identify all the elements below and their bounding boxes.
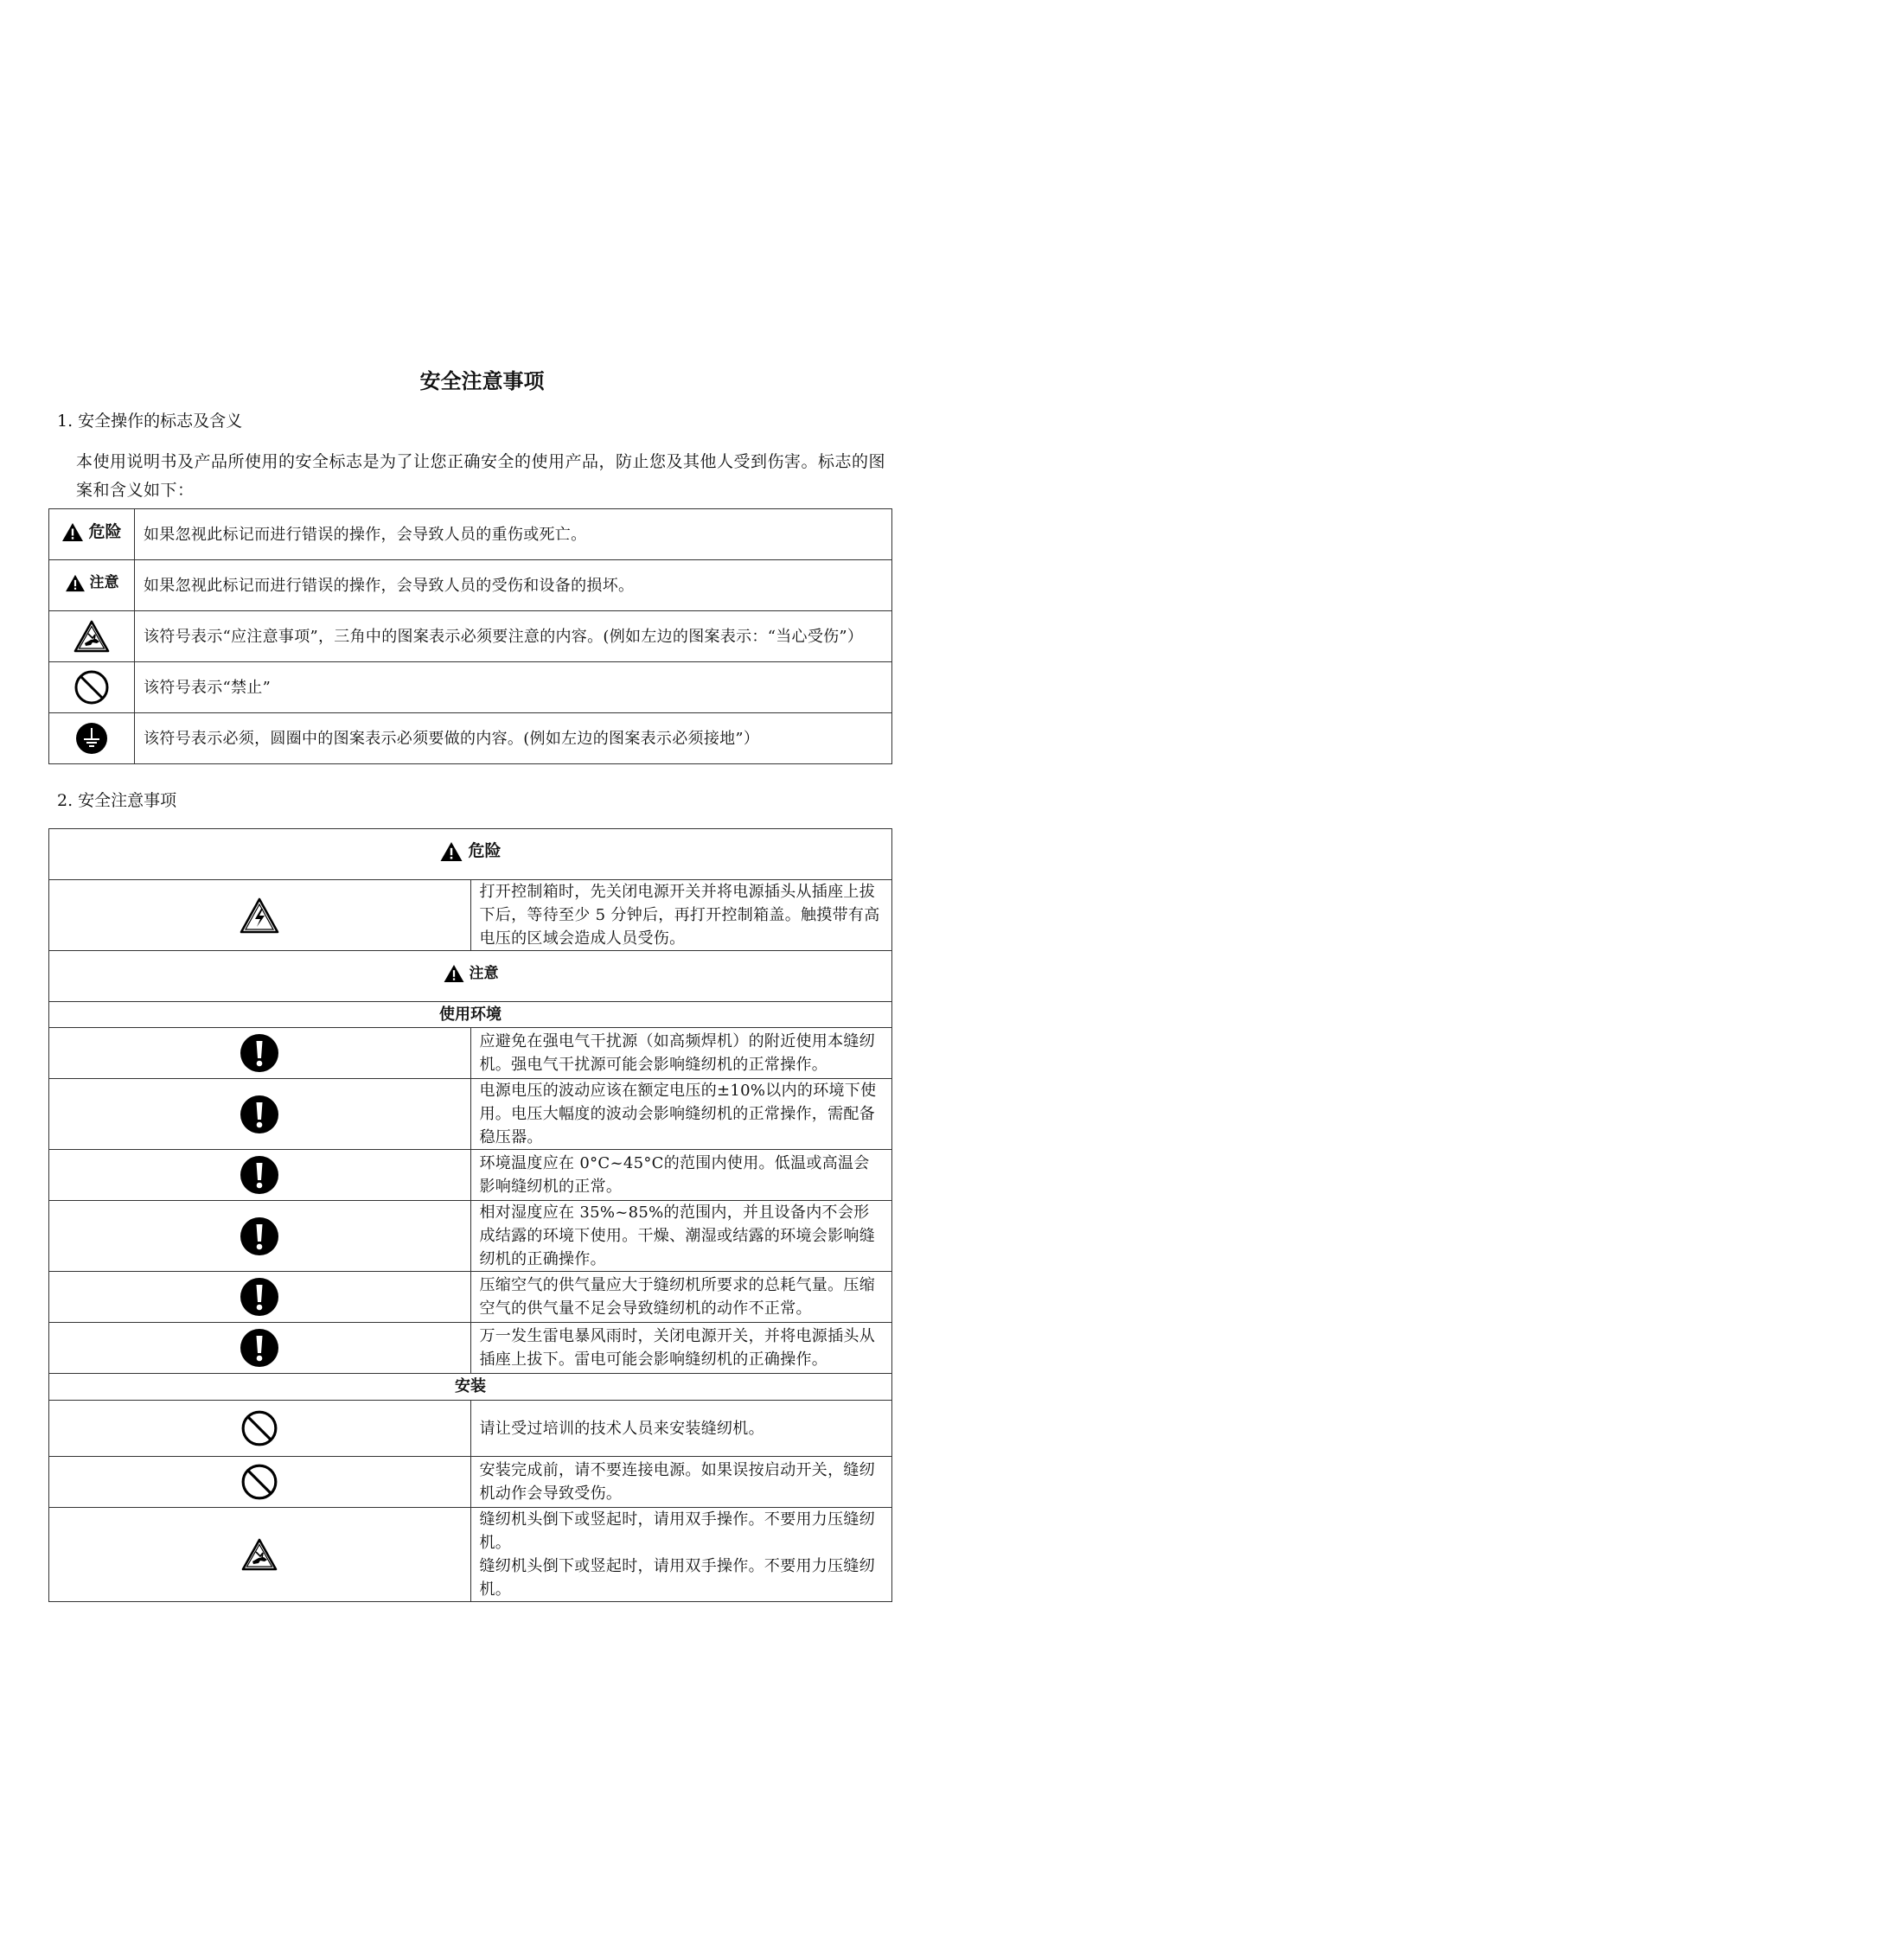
install-row (49, 1457, 892, 1508)
install-row (49, 1401, 892, 1457)
install-row-text: 请让受过培训的技术人员来安装缝纫机。 (470, 1401, 892, 1457)
environment-row-text: 压缩空气的供气量应大于缝纫机所要求的总耗气量。压缩空气的供气量不足会导致缝纫机的动作不正常。 (470, 1272, 892, 1323)
page-title: 安全注意事项 (419, 368, 545, 393)
section-1-heading: 1. 安全操作的标志及含义 (57, 412, 243, 431)
danger-banner-row (49, 829, 892, 880)
environment-row-text: 电源电压的波动应该在额定电压的±10%以内的环境下使用。电压大幅度的波动会影响缝纫机的正常操作，需配备稳压器。 (470, 1079, 892, 1150)
caution-label-text: 注意 (89, 574, 119, 591)
danger-banner (439, 840, 501, 863)
install-heading-row (49, 1374, 892, 1401)
section-2-heading: 2. 安全注意事项 (57, 791, 177, 810)
environment-row (49, 1323, 892, 1374)
hand-injury-triangle-icon (73, 620, 110, 653)
caution-banner-text: 注意 (469, 964, 499, 982)
environment-row (49, 1201, 892, 1272)
mandatory-exclamation-icon (240, 1095, 279, 1134)
mandatory-exclamation-icon (240, 1216, 279, 1256)
mandatory-exclamation-icon (240, 1033, 279, 1073)
danger-banner-text: 危险 (468, 841, 502, 861)
mandatory-exclamation-icon (240, 1328, 279, 1368)
caution-label (65, 571, 119, 595)
environment-heading: 使用环境 (49, 1002, 892, 1028)
environment-heading-row (49, 1002, 892, 1028)
ground-circle-icon (75, 722, 108, 755)
symbol-meaning-table (48, 508, 892, 764)
environment-row-text: 应避免在强电气干扰源（如高频焊机）的附近使用本缝纫机。强电气干扰源可能会影响缝纫机的正常操作。 (470, 1028, 892, 1079)
danger-row (49, 880, 892, 951)
symbol-row-text: 该符号表示“应注意事项”，三角中的图案表示必须要注意的内容。(例如左边的图案表示：“当心受伤”） (135, 611, 892, 662)
install-row-text: 安装完成前，请不要连接电源。如果误按启动开关，缝纫机动作会导致受伤。 (470, 1457, 892, 1508)
symbol-row-text: 如果忽视此标记而进行错误的操作，会导致人员的受伤和设备的损坏。 (135, 560, 892, 611)
hand-injury-triangle-icon (241, 1538, 278, 1571)
symbol-row-text: 该符号表示“禁止” (135, 662, 892, 713)
environment-row-text: 环境温度应在 0°C~45°C的范围内使用。低温或高温会影响缝纫机的正常。 (470, 1150, 892, 1201)
mandatory-exclamation-icon (240, 1155, 279, 1195)
symbol-row-prohibit (49, 662, 892, 713)
safety-precautions-table (48, 828, 892, 1602)
environment-row-text: 万一发生雷电暴风雨时，关闭电源开关，并将电源插头从插座上拔下。雷电可能会影响缝纫机的正确操作。 (470, 1323, 892, 1374)
symbol-row-danger (49, 509, 892, 560)
environment-row (49, 1079, 892, 1150)
symbol-row-mandatory (49, 713, 892, 764)
install-row-text-line: 缝纫机头倒下或竖起时，请用双手操作。不要用力压缝纫机。 (479, 1557, 875, 1599)
install-row (49, 1508, 892, 1602)
high-voltage-icon (240, 897, 279, 934)
warning-triangle-icon (439, 841, 463, 862)
symbol-row-caution (49, 560, 892, 611)
environment-row-text: 相对湿度应在 35%~85%的范围内，并且设备内不会形成结露的环境下使用。干燥、潮湿或结露的环境会影响缝纫机的正确操作。 (470, 1201, 892, 1272)
mandatory-exclamation-icon (240, 1277, 279, 1317)
symbol-row-attention (49, 611, 892, 662)
symbol-row-text: 该符号表示必须，圆圈中的图案表示必须要做的内容。(例如左边的图案表示必须接地”） (135, 713, 892, 764)
prohibition-icon (240, 1463, 278, 1501)
symbol-row-text: 如果忽视此标记而进行错误的操作，会导致人员的重伤或死亡。 (135, 509, 892, 560)
environment-row (49, 1272, 892, 1323)
caution-banner-row (49, 951, 892, 1002)
prohibition-icon (240, 1409, 278, 1447)
warning-triangle-icon (443, 964, 465, 983)
danger-row-text: 打开控制箱时，先关闭电源开关并将电源插头从插座上拔下后，等待至少 5 分钟后，再打开控制箱盖。触摸带有高电压的区域会造成人员受伤。 (470, 880, 892, 951)
install-row-text-line: 缝纫机头倒下或竖起时，请用双手操作。不要用力压缝纫机。 (479, 1510, 875, 1552)
warning-triangle-icon (61, 522, 84, 542)
caution-banner (443, 962, 499, 986)
environment-row (49, 1028, 892, 1079)
section-1-intro: 本使用说明书及产品所使用的安全标志是为了让您正确安全的使用产品，防止您及其他人受到伤害。标志的图案和含义如下： (76, 452, 886, 500)
environment-row (49, 1150, 892, 1201)
install-heading: 安装 (49, 1374, 892, 1401)
danger-label-text: 危险 (88, 521, 122, 541)
warning-triangle-icon (65, 574, 86, 592)
danger-label (61, 520, 121, 544)
prohibition-icon (73, 669, 110, 706)
